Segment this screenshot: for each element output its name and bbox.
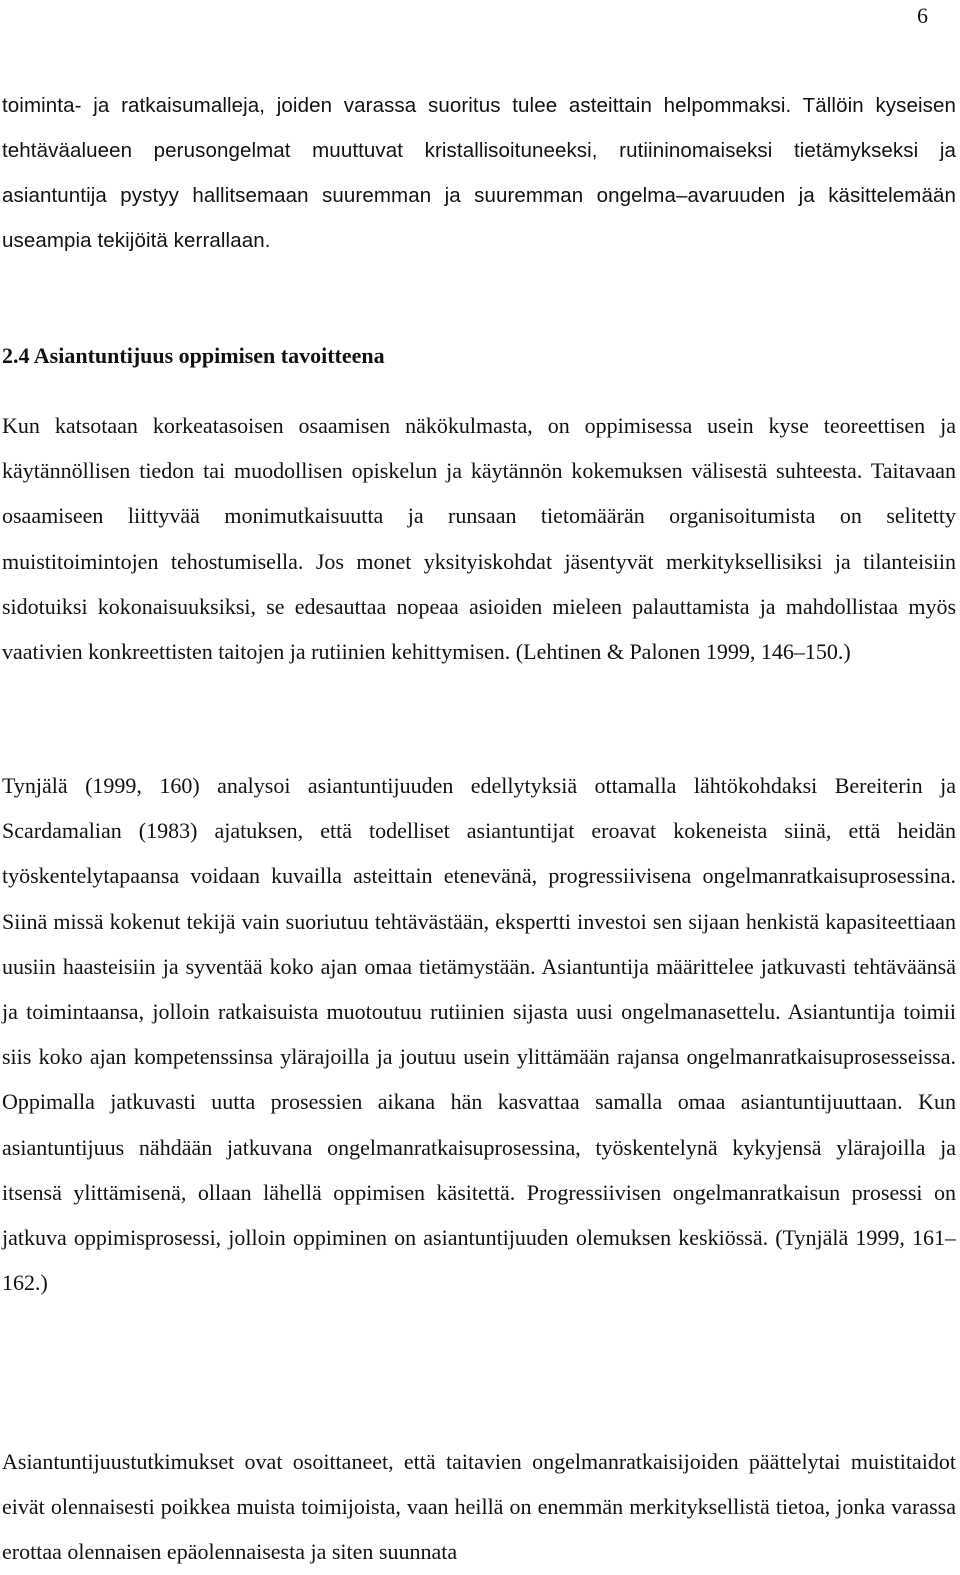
paragraph-3: Asiantuntijuustutkimukset ovat osoittaneet, että taitavien ongelmanratkaisijoiden päättelytai muistitaidot eivät olennaisesti poikkea muista toimijoista, vaan heillä on enemmän merkityksellistä tietoa, jonka varassa erottaa olennaisen epäolennaisesta ja siten suunnata — [2, 1449, 956, 1565]
paragraph-1: Kun katsotaan korkeatasoisen osaamisen näkökulmasta, on oppimisessa usein kyse teoreettisen ja käytännöllisen tiedon tai muodollisen opiskelun ja käytännön kokemuksen välisestä suhteesta. Taitavaan osaamiseen liittyvää monimutkaisuutta ja runsaan tietomäärän organisoitumista on selitetty muistitoimintojen tehostumisella. Jos monet yksityiskohdat jäsentyvät merkityksellisiksi ja tilanteisiin sidotuiksi kokonaisuuksiksi, se edesauttaa nopeaa asioiden mieleen palauttamista ja mahdollistaa myös vaativien konkreettisten taitojen ja rutiinien kehittymisen. (Lehtinen & Palonen 1999, 146–150.) — [2, 413, 956, 665]
paragraph-intro: toiminta- ja ratkaisumalleja, joiden varassa suoritus tulee asteittain helpommaksi. Tällöin kyseisen tehtäväalueen perusongelmat muuttuvat kristallisoituneeksi, rutiininomaiseksi tietämykseksi ja asiantuntija pystyy hallitsemaan suuremman ja suuremman ongelma–avaruuden ja käsittelemään useampia tekijöitä kerrallaan. — [2, 94, 956, 252]
paragraph-2: Tynjälä (1999, 160) analysoi asiantuntijuuden edellytyksiä ottamalla lähtökohdaksi Bereiterin ja Scardamalian (1983) ajatuksen, että todelliset asiantuntijat eroavat kokeneista siinä, että heidän työskentelytapaansa voidaan kuvailla asteittain etenevänä, progressiivisena ongelmanratkaisuprosessina. Siinä missä kokenut tekijä vain suoriutuu tehtävästään, ekspertti investoi sen sijaan henkistä kapasiteettiaan uusiin haasteisiin ja syventää koko ajan omaa tietämystään. Asiantuntija määrittelee jatkuvasti tehtäväänsä ja toimintaansa, jolloin ratkaisuista muotoutuu rutiinien sijasta uusi ongelmanasettelu. Asiantuntija toimii siis koko ajan kompetenssinsa ylärajoilla ja joutuu usein ylittämään rajansa ongelmanratkaisuprosesseissa. Oppimalla jatkuvasti uutta prosessien aikana hän kasvattaa samalla omaa asiantuntijuuttaan. Kun asiantuntijuus nähdään jatkuvana ongelmanratkaisuprosessina, työskentelynä kykyjensä ylärajoilla ja itsensä ylittämisenä, ollaan lähellä oppimisen käsitettä. Progressiivisen ongelmanratkaisun prosessi on jatkuva oppimisprosessi, jolloin oppiminen on asiantuntijuuden olemuksen keskiössä. (Tynjälä 1999, 161–162.) — [2, 773, 956, 1296]
section-heading: 2.4 Asiantuntijuus oppimisen tavoitteena — [2, 343, 385, 368]
page-number: 6 — [917, 3, 928, 28]
document-body — [2, 83, 956, 1565]
